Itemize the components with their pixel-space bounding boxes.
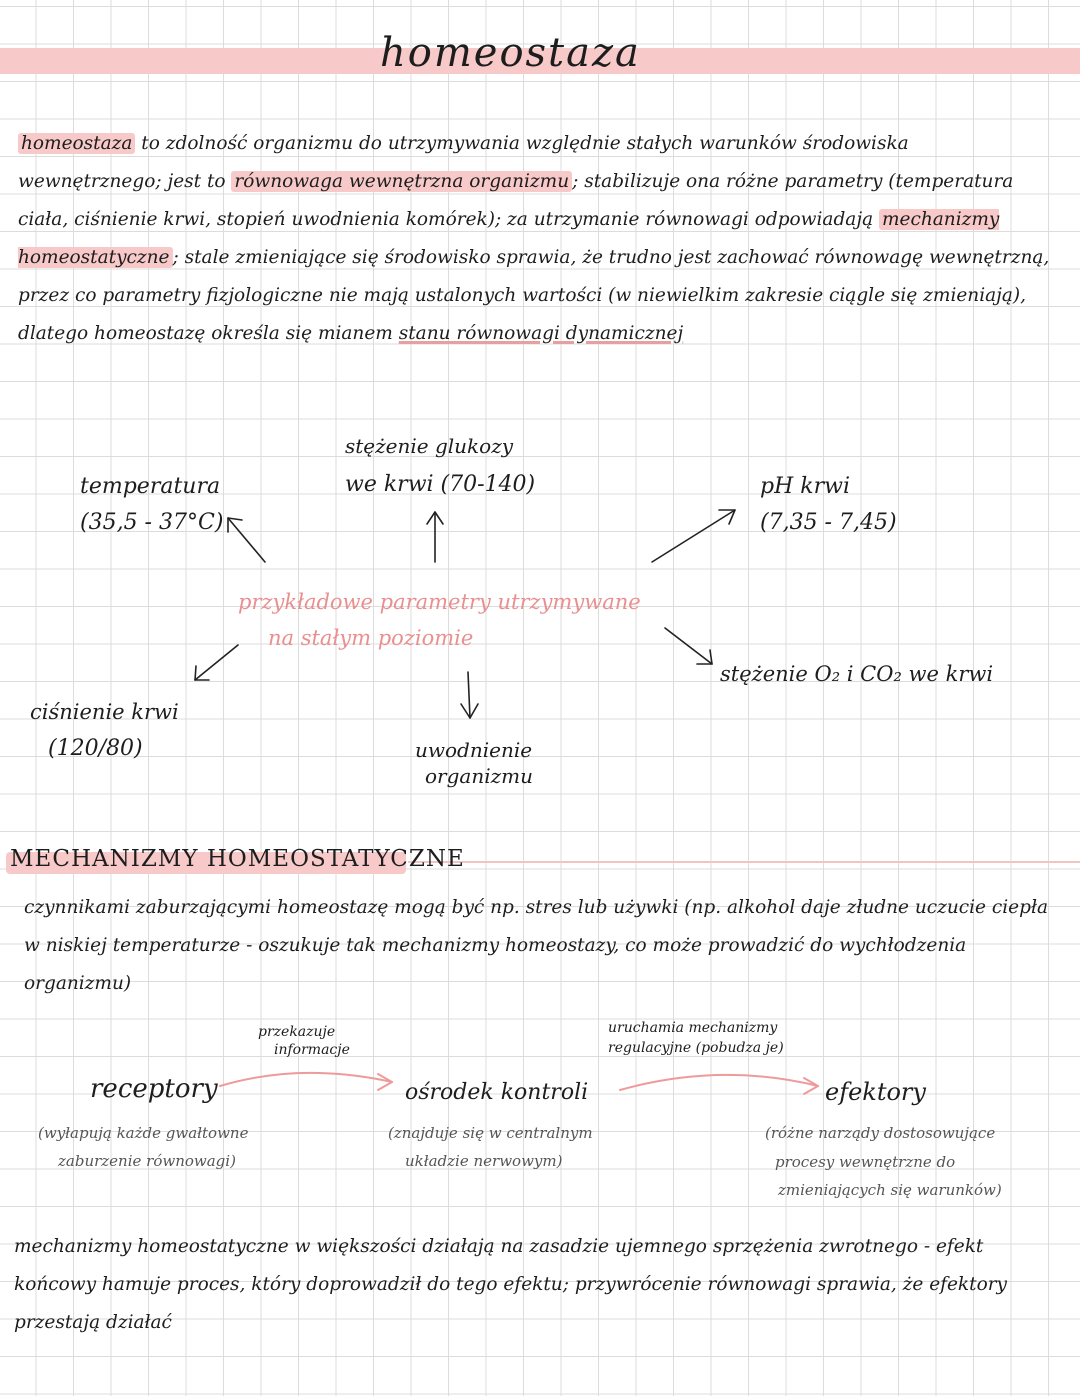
effectors-note-line3: zmieniających się warunków) [778,1181,1002,1199]
receptors-note-line1: (wyłapują każde gwałtowne [38,1124,249,1142]
hydration-label-line2: organizmu [425,764,533,788]
highlight-stan-rownowagi: stanu równowagi dynamicznej [398,323,684,344]
control-note-line2: układzie nerwowym) [405,1152,563,1170]
hydration-label-line1: uwodnienie [415,738,533,762]
arrow-ph [652,510,735,562]
ph-label-line2: (7,35 - 7,45) [760,510,897,535]
flow-arrow-2 [620,1075,818,1090]
arrow-temperature [228,518,265,562]
center-label-line1: przykładowe parametry utrzymywane [238,590,641,614]
effectors-note-line2: procesy wewnętrzne do [775,1153,956,1171]
effectors-label: efektory [825,1078,926,1106]
arrow2-label-line2: regulacyjne (pobudza je) [608,1040,784,1056]
highlight-rownowaga: równowaga wewnętrzna organizmu [231,171,572,192]
arrow1-label-line1: przekazuje [258,1024,336,1040]
arrow-hydration [468,672,470,718]
pressure-label-line1: ciśnienie krwi [30,700,179,724]
highlight-mechanizmy: mechanizmy homeostatyczne [18,209,1000,268]
glucose-label-line1: stężenie glukozy [345,434,514,458]
temperature-label-line2: (35,5 - 37°C) [80,510,224,535]
control-label: ośrodek kontroli [405,1080,589,1105]
effectors-note-line1: (różne narządy dostosowujące [765,1124,996,1142]
section-heading: MECHANIZMY HOMEOSTATYCZNE [10,846,465,872]
receptors-note-line2: zaburzenie równowagi) [58,1152,236,1170]
control-note-line1: (znajduje się w centralnym [388,1124,593,1142]
pressure-label-line2: (120/80) [48,736,143,761]
gases-label: stężenie O₂ i CO₂ we krwi [720,662,994,686]
intro-text-2: ; stabilizuje ona różne parametry (temperatura ciała, ciśnienie krwi, stopień uwodnienia komórek); za utrzymanie równowagi odpowiadają [18,171,1014,230]
term-homeostaza: homeostaza [18,133,135,154]
temperature-label-line1: temperatura [80,474,221,499]
intro-text-3: ; stale zmieniające się środowisko sprawia, że trudno jest zachować równowagę wewnętrzną, przez co parametry fizjologiczne nie mają ustalonych wartości (w niewielkim zakresie ciągle się zmieniają), dlatego homeostazę określa się mianem [18,247,1050,344]
conclusion-paragraph: mechanizmy homeostatyczne w większości działają na zasadzie ujemnego sprzężenia zwrotnego - efekt końcowy hamuje proces, który doprowadził do tego efektu; przywrócenie równowagi sprawia, że efektory przestają działać [14,1236,1008,1333]
arrow-gases [665,628,712,664]
center-label-line2: na stałym poziomie [268,626,474,650]
page-title: homeostaza [380,30,641,76]
ph-label-line1: pH krwi [760,474,850,499]
arrow2-label-line1: uruchamia mechanizmy [608,1020,778,1036]
section2-paragraph: czynnikami zaburzającymi homeostazę mogą być np. stres lub używki (np. alkohol daje złudne uczucie ciepła w niskiej temperaturze - oszukuje tak mechanizmy homeostazy, co może prowadzić do wychłodzenia organizmu) [24,897,1048,994]
receptors-label: receptory [90,1074,218,1104]
arrow1-label-line2: informacje [274,1042,350,1058]
intro-text-1: to zdolność organizmu do utrzymywania względnie stałych warunków środowiska wewnętrznego; jest to [18,133,909,192]
arrow-pressure [195,645,238,680]
flow-arrow-1 [220,1073,392,1086]
glucose-label-line2: we krwi (70-140) [345,472,536,497]
